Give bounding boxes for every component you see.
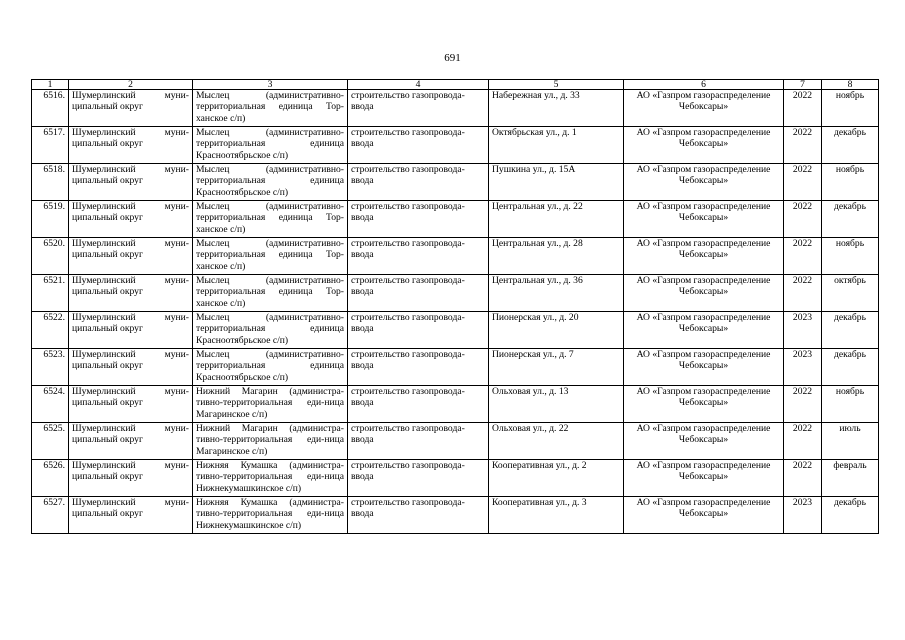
district-cell: Шумерлинский муни-ципальный округ <box>69 164 193 201</box>
column-header: 8 <box>822 80 879 90</box>
locality-cell: Мыслец (административно-территориальная единица Тор-ханское с/п) <box>193 201 348 238</box>
work-type-cell: строительство газопровода-ввода <box>348 386 489 423</box>
address-cell: Центральная ул., д. 36 <box>489 275 624 312</box>
address-cell: Октябрьская ул., д. 1 <box>489 127 624 164</box>
table-row <box>32 460 879 497</box>
address-cell: Пионерская ул., д. 20 <box>489 312 624 349</box>
district-cell: Шумерлинский муни-ципальный округ <box>69 90 193 127</box>
address-cell: Ольховая ул., д. 13 <box>489 386 624 423</box>
district-cell: Шумерлинский муни-ципальный округ <box>69 460 193 497</box>
row-number: 6521. <box>32 275 69 312</box>
column-header: 4 <box>348 80 489 90</box>
work-type-cell: строительство газопровода-ввода <box>348 127 489 164</box>
locality-cell: Мыслец (административно-территориальная единица Тор-ханское с/п) <box>193 275 348 312</box>
organization-cell: АО «Газпром газораспределение Чебоксары» <box>624 90 784 127</box>
table-row <box>32 275 879 312</box>
table-row <box>32 127 879 164</box>
column-header: 3 <box>193 80 348 90</box>
organization-cell: АО «Газпром газораспределение Чебоксары» <box>624 423 784 460</box>
work-type-cell: строительство газопровода-ввода <box>348 201 489 238</box>
organization-cell: АО «Газпром газораспределение Чебоксары» <box>624 460 784 497</box>
row-number: 6527. <box>32 497 69 534</box>
row-number: 6517. <box>32 127 69 164</box>
locality-cell: Мыслец (административно-территориальная единица Красноотябрьское с/п) <box>193 164 348 201</box>
work-type-cell: строительство газопровода-ввода <box>348 164 489 201</box>
address-cell: Кооперативная ул., д. 2 <box>489 460 624 497</box>
locality-cell: Мыслец (административно-территориальная единица Тор-ханское с/п) <box>193 90 348 127</box>
month-cell: ноябрь <box>822 90 879 127</box>
table-row <box>32 201 879 238</box>
year-cell: 2023 <box>784 312 822 349</box>
year-cell: 2022 <box>784 238 822 275</box>
address-cell: Центральная ул., д. 22 <box>489 201 624 238</box>
year-cell: 2022 <box>784 201 822 238</box>
district-cell: Шумерлинский муни-ципальный округ <box>69 497 193 534</box>
organization-cell: АО «Газпром газораспределение Чебоксары» <box>624 275 784 312</box>
month-cell: июль <box>822 423 879 460</box>
row-number: 6523. <box>32 349 69 386</box>
year-cell: 2022 <box>784 90 822 127</box>
locality-cell: Нижняя Кумашка (администра-тивно-территориальная еди-ница Нижнекумашкинское с/п) <box>193 460 348 497</box>
work-type-cell: строительство газопровода-ввода <box>348 460 489 497</box>
month-cell: ноябрь <box>822 238 879 275</box>
month-cell: ноябрь <box>822 386 879 423</box>
locality-cell: Нижний Магарин (администра-тивно-территориальная еди-ница Магаринское с/п) <box>193 423 348 460</box>
row-number: 6518. <box>32 164 69 201</box>
work-type-cell: строительство газопровода-ввода <box>348 238 489 275</box>
work-type-cell: строительство газопровода-ввода <box>348 497 489 534</box>
district-cell: Шумерлинский муни-ципальный округ <box>69 275 193 312</box>
organization-cell: АО «Газпром газораспределение Чебоксары» <box>624 312 784 349</box>
month-cell: декабрь <box>822 127 879 164</box>
row-number: 6519. <box>32 201 69 238</box>
address-cell: Кооперативная ул., д. 3 <box>489 497 624 534</box>
year-cell: 2022 <box>784 423 822 460</box>
organization-cell: АО «Газпром газораспределение Чебоксары» <box>624 201 784 238</box>
organization-cell: АО «Газпром газораспределение Чебоксары» <box>624 127 784 164</box>
year-cell: 2022 <box>784 460 822 497</box>
work-type-cell: строительство газопровода-ввода <box>348 275 489 312</box>
table-row <box>32 386 879 423</box>
locality-cell: Мыслец (административно-территориальная единица Тор-ханское с/п) <box>193 238 348 275</box>
year-cell: 2023 <box>784 349 822 386</box>
organization-cell: АО «Газпром газораспределение Чебоксары» <box>624 238 784 275</box>
district-cell: Шумерлинский муни-ципальный округ <box>69 127 193 164</box>
address-cell: Набережная ул., д. 33 <box>489 90 624 127</box>
header-row <box>32 80 879 90</box>
month-cell: октябрь <box>822 275 879 312</box>
month-cell: декабрь <box>822 349 879 386</box>
work-type-cell: строительство газопровода-ввода <box>348 90 489 127</box>
organization-cell: АО «Газпром газораспределение Чебоксары» <box>624 497 784 534</box>
column-header: 5 <box>489 80 624 90</box>
month-cell: декабрь <box>822 312 879 349</box>
locality-cell: Нижний Магарин (администра-тивно-территориальная еди-ница Магаринское с/п) <box>193 386 348 423</box>
year-cell: 2022 <box>784 127 822 164</box>
work-type-cell: строительство газопровода-ввода <box>348 423 489 460</box>
address-cell: Ольховая ул., д. 22 <box>489 423 624 460</box>
locality-cell: Мыслец (административно-территориальная единица Красноотябрьское с/п) <box>193 312 348 349</box>
page-number: 691 <box>444 52 461 64</box>
column-header: 2 <box>69 80 193 90</box>
organization-cell: АО «Газпром газораспределение Чебоксары» <box>624 349 784 386</box>
organization-cell: АО «Газпром газораспределение Чебоксары» <box>624 386 784 423</box>
row-number: 6524. <box>32 386 69 423</box>
locality-cell: Мыслец (административно-территориальная единица Красноотябрьское с/п) <box>193 127 348 164</box>
year-cell: 2022 <box>784 275 822 312</box>
register-table <box>31 79 879 534</box>
year-cell: 2022 <box>784 164 822 201</box>
table-row <box>32 423 879 460</box>
table-row <box>32 312 879 349</box>
address-cell: Пушкина ул., д. 15А <box>489 164 624 201</box>
table-row <box>32 497 879 534</box>
month-cell: декабрь <box>822 201 879 238</box>
table-row <box>32 238 879 275</box>
district-cell: Шумерлинский муни-ципальный округ <box>69 312 193 349</box>
month-cell: декабрь <box>822 497 879 534</box>
year-cell: 2023 <box>784 497 822 534</box>
column-header: 7 <box>784 80 822 90</box>
district-cell: Шумерлинский муни-ципальный округ <box>69 201 193 238</box>
district-cell: Шумерлинский муни-ципальный округ <box>69 423 193 460</box>
row-number: 6526. <box>32 460 69 497</box>
locality-cell: Нижняя Кумашка (администра-тивно-территориальная еди-ница Нижнекумашкинское с/п) <box>193 497 348 534</box>
row-number: 6522. <box>32 312 69 349</box>
column-header: 1 <box>32 80 69 90</box>
work-type-cell: строительство газопровода-ввода <box>348 349 489 386</box>
district-cell: Шумерлинский муни-ципальный округ <box>69 349 193 386</box>
table-row <box>32 164 879 201</box>
month-cell: февраль <box>822 460 879 497</box>
table-row <box>32 90 879 127</box>
row-number: 6525. <box>32 423 69 460</box>
address-cell: Центральная ул., д. 28 <box>489 238 624 275</box>
year-cell: 2022 <box>784 386 822 423</box>
month-cell: ноябрь <box>822 164 879 201</box>
district-cell: Шумерлинский муни-ципальный округ <box>69 386 193 423</box>
row-number: 6516. <box>32 90 69 127</box>
address-cell: Пионерская ул., д. 7 <box>489 349 624 386</box>
locality-cell: Мыслец (административно-территориальная единица Красноотябрьское с/п) <box>193 349 348 386</box>
table-row <box>32 349 879 386</box>
column-header: 6 <box>624 80 784 90</box>
organization-cell: АО «Газпром газораспределение Чебоксары» <box>624 164 784 201</box>
row-number: 6520. <box>32 238 69 275</box>
work-type-cell: строительство газопровода-ввода <box>348 312 489 349</box>
district-cell: Шумерлинский муни-ципальный округ <box>69 238 193 275</box>
